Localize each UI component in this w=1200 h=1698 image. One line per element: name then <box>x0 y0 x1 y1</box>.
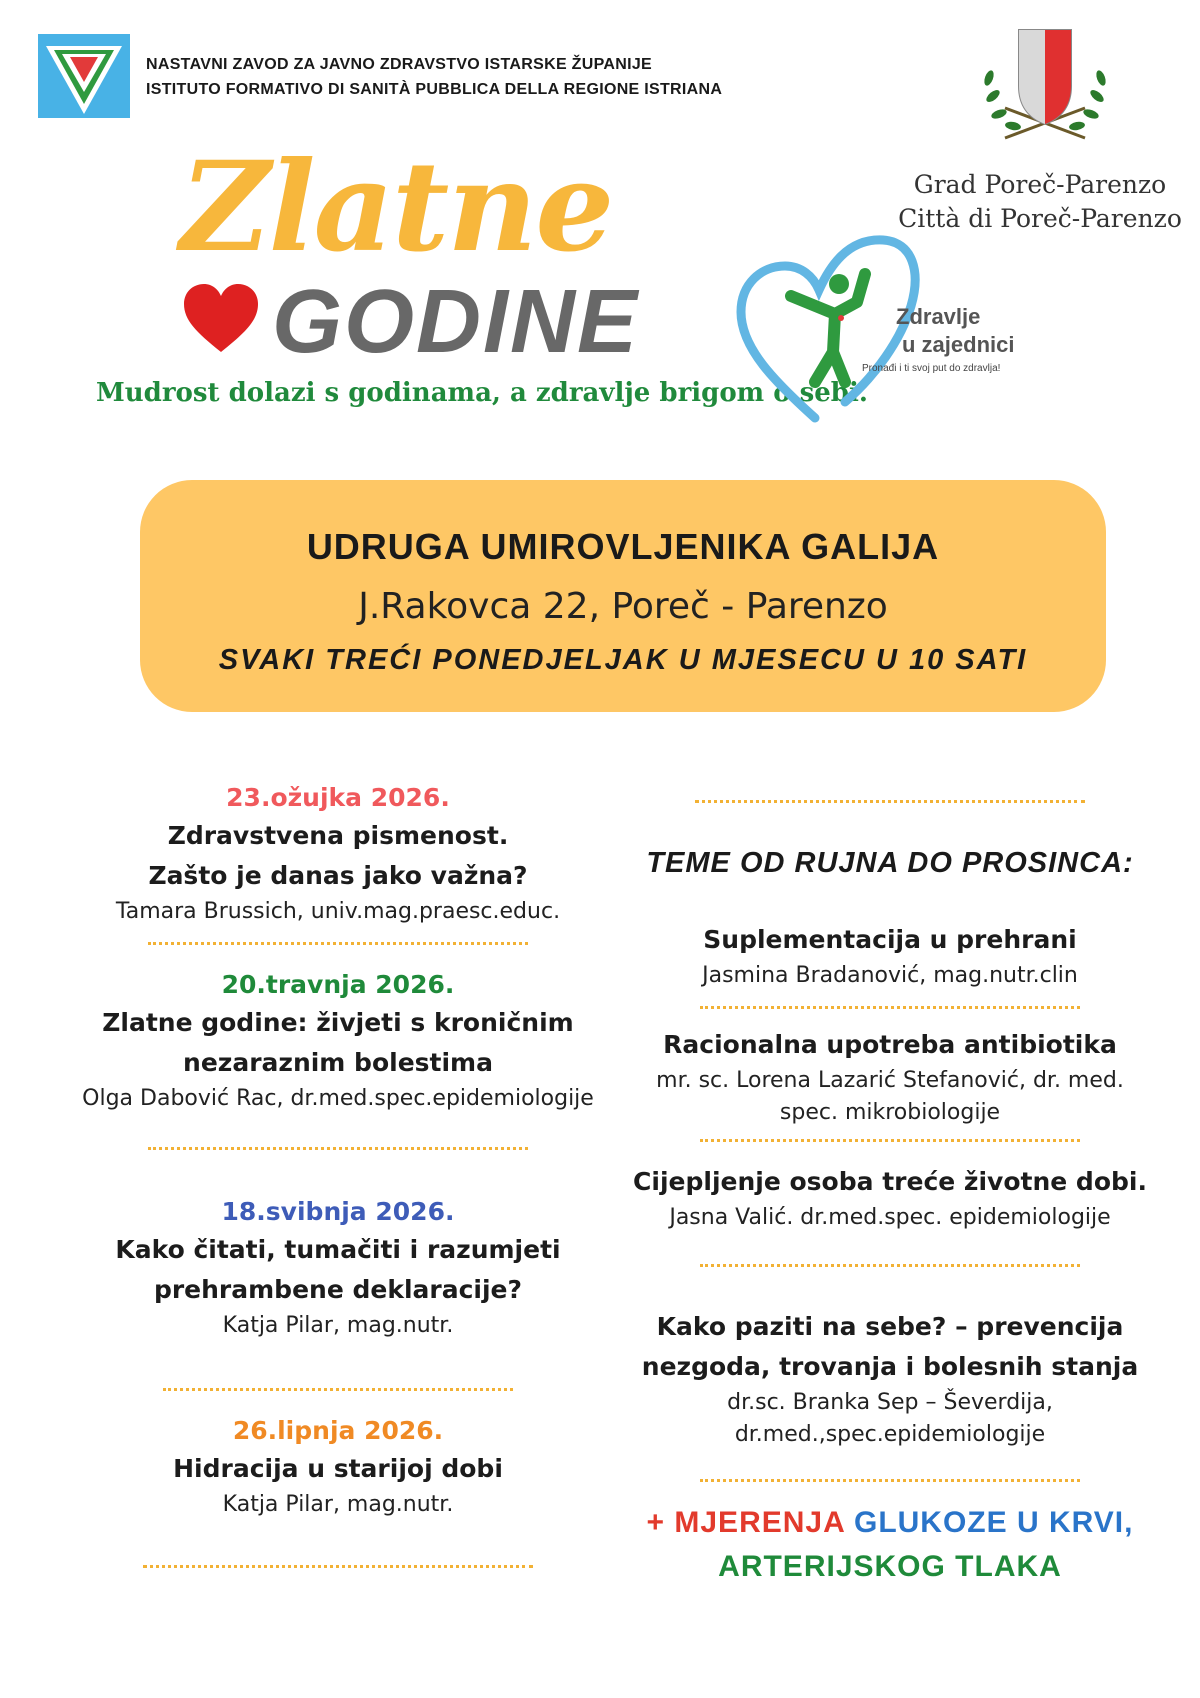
title-zlatne: Zlatne <box>180 135 613 280</box>
lecture-title: Kako čitati, tumačiti i razumjeti <box>115 1235 561 1264</box>
institution-name-hr: NASTAVNI ZAVOD ZA JAVNO ZDRAVSTVO ISTARSKE ŽUPANIJE <box>146 56 652 73</box>
lecture-author: Olga Dabović Rac, dr.med.spec.epidemiologije <box>82 1086 594 1111</box>
venue-box <box>140 480 1106 712</box>
topic-item <box>620 920 1160 992</box>
lecture-date: 26.lipnja 2026. <box>232 1416 444 1445</box>
lecture-date: 18.svibnja 2026. <box>221 1197 455 1226</box>
schedule-text: SVAKI TREĆI PONEDJELJAK U MJESECU U 10 SATI <box>218 644 1028 676</box>
city-crest <box>975 26 1115 152</box>
lecture-item <box>60 1194 616 1342</box>
lecture-item <box>60 967 616 1115</box>
topic-title: nezgoda, trovanja i bolesnih stanja <box>641 1352 1139 1381</box>
dotted-divider <box>143 1565 533 1568</box>
lecture-author: Katja Pilar, mag.nutr. <box>222 1313 454 1338</box>
dotted-divider <box>148 942 528 945</box>
dotted-divider <box>700 1006 1080 1009</box>
topic-item <box>620 1162 1160 1234</box>
institution-name-it: ISTITUTO FORMATIVO DI SANITÀ PUBBLICA DELLA REGIONE ISTRIANA <box>146 81 723 98</box>
lecture-item <box>60 780 616 928</box>
lecture-title: nezaraznim bolestima <box>183 1048 493 1077</box>
topic-title: Cijepljenje osoba treće životne dobi. <box>633 1167 1147 1196</box>
topic-author: Jasna Valić. dr.med.spec. epidemiologije <box>669 1205 1111 1230</box>
topic-item <box>620 1025 1160 1129</box>
lecture-date: 20.travnja 2026. <box>221 970 455 999</box>
lecture-title: Zlatne godine: živjeti s kroničnim <box>102 1008 574 1037</box>
heart-icon <box>182 282 260 354</box>
measurement-glucose: GLUKOZE U KRVI, <box>853 1506 1134 1539</box>
measurement-blood-pressure: ARTERIJSKOG TLAKA <box>718 1550 1062 1583</box>
topic-author: Jasmina Bradanović, mag.nutr.clin <box>702 963 1078 988</box>
topic-title: Racionalna upotreba antibiotika <box>663 1030 1117 1059</box>
lecture-item <box>60 1413 616 1521</box>
topic-author: mr. sc. Lorena Lazarić Stefanović, dr. med. <box>656 1068 1124 1093</box>
measurement-prefix: + MJERENJA <box>646 1506 854 1539</box>
institute-logo <box>38 34 130 118</box>
autumn-heading: TEME OD RUJNA DO PROSINCA: <box>646 847 1134 879</box>
dotted-divider <box>700 1264 1080 1267</box>
lecture-date: 23.ožujka 2026. <box>226 783 450 812</box>
topic-author: dr.sc. Branka Sep – Ševerdija, <box>727 1390 1053 1415</box>
community-logo-line1: Zdravlje <box>896 304 981 329</box>
dotted-divider <box>695 800 1085 803</box>
topic-author: spec. mikrobiologije <box>779 1100 1001 1125</box>
measurement-note <box>620 1506 1160 1540</box>
lecture-title: Hidracija u starijoj dobi <box>173 1454 503 1483</box>
community-logo-line2: u zajednici <box>902 332 1015 357</box>
topic-item <box>620 1307 1160 1451</box>
title-godine: GODINE <box>272 272 640 372</box>
city-name-it: Città di Poreč-Parenzo <box>898 204 1182 233</box>
organization-name: UDRUGA UMIROVLJENIKA GALIJA <box>306 526 940 567</box>
topic-title: Kako paziti na sebe? – prevencija <box>656 1312 1124 1341</box>
city-name-hr: Grad Poreč-Parenzo <box>913 170 1167 199</box>
tagline: Mudrost dolazi s godinama, a zdravlje brigom o sebi. <box>96 378 868 408</box>
dotted-divider <box>148 1147 528 1150</box>
dotted-divider <box>163 1388 513 1391</box>
topic-author: dr.med.,spec.epidemiologije <box>734 1422 1046 1447</box>
community-logo-slogan: Pronađi i ti svoj put do zdravlja! <box>862 363 1001 374</box>
lecture-title: Zdravstvena pismenost. <box>167 821 509 850</box>
lecture-title: prehrambene deklaracije? <box>153 1275 523 1304</box>
lecture-schedule <box>60 780 616 1568</box>
lecture-title: Zašto je danas jako važna? <box>148 861 528 890</box>
topic-title: Suplementacija u prehrani <box>703 925 1077 954</box>
city-name <box>880 168 1200 236</box>
dotted-divider <box>700 1479 1080 1482</box>
lecture-author: Katja Pilar, mag.nutr. <box>222 1492 454 1517</box>
dotted-divider <box>700 1139 1080 1142</box>
autumn-topics <box>620 800 1160 1584</box>
venue-address: J.Rakovca 22, Poreč - Parenzo <box>358 586 888 627</box>
institution-name <box>146 52 722 102</box>
lecture-author: Tamara Brussich, univ.mag.praesc.educ. <box>115 899 561 924</box>
